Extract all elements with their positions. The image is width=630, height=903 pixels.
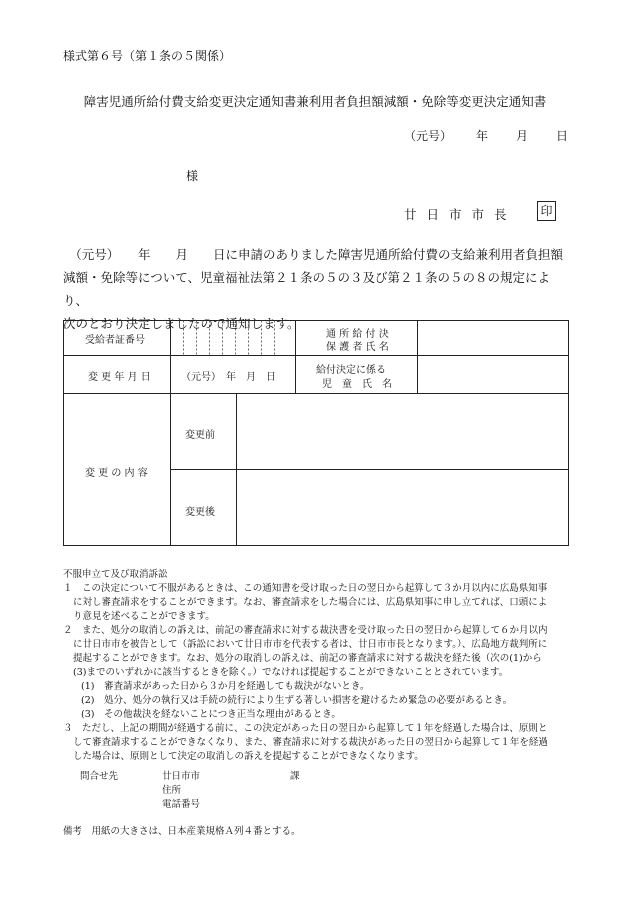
- after-change-label: 変更後: [185, 507, 215, 518]
- contact-city: 廿日市市: [162, 771, 201, 782]
- change-content-label: 変 更 の 内 容: [85, 468, 148, 479]
- notes-line: ３ ただし、上記の期間が経過する前に、この決定があった日の翌日から起算して１年を経過した場合は、原則と: [63, 723, 548, 734]
- notes-heading: 不服申立て及び取消訴訟: [63, 569, 168, 580]
- seal-box: 印: [537, 201, 556, 221]
- before-change-label: 変更前: [185, 430, 215, 441]
- child-label-line2: 児 童 氏 名: [322, 379, 392, 390]
- guardian-label-line2: 保 護 者 氏 名: [326, 342, 389, 353]
- notes-line: １ この決定について不服があるときは、この通知書を受け取った日の翌日から起算して３か月以内に広島県知事: [63, 583, 548, 594]
- contact-label: 問合せ先: [80, 771, 119, 782]
- change-date-value: （元号） 年 月 日: [181, 372, 276, 383]
- date-day: 日: [556, 129, 569, 143]
- notes-lines: [63, 582, 573, 764]
- child-label-line1: 給付決定に係る: [316, 365, 386, 376]
- notes-line: に対し審査請求をすることができます。なお、審査請求をした場合には、広島県知事に申し立てれば、口頭によ: [73, 597, 548, 608]
- notes-line: して審査請求することができなくなり、また、審査請求に対する裁決があった日の翌日から起算して１年を経過: [73, 737, 548, 748]
- contact-address: 住所: [162, 785, 182, 796]
- issuer-title: 廿日市市長: [404, 207, 517, 222]
- intro-line: 次のとおり決定しましたので通知します。: [63, 316, 300, 331]
- notes-line: (1) 審査請求があった日から３か月を経過しても裁決がないとき。: [81, 681, 370, 692]
- notes-line: (3) その他裁決を経ないことにつき正当な理由があるとき。: [81, 709, 341, 720]
- contact-phone: 電話番号: [162, 799, 201, 810]
- notes-line: (3)までのいずれかに該当するときを除く。）でなければ提起することができないこととされています。: [73, 667, 509, 678]
- intro-line: （元号） 年 月 日に申請のありました障害児通所給付費の支給兼利用者負担額: [63, 247, 564, 262]
- notes-line: ２ また、処分の取消しの訴えは、前記の審査請求に対する裁決書を受け取った日の翌日から起算して６か月以内: [63, 625, 548, 636]
- addressee-suffix: 様: [186, 169, 199, 183]
- notes-line: した場合は、原則として決定の取消しの訴えを提起することができなくなります。: [73, 751, 424, 762]
- document-title: 障害児通所給付費支給変更決定通知書兼利用者負担額減額・免除等変更決定通知書: [83, 94, 547, 109]
- date-era: （元号）: [404, 129, 453, 143]
- recipient-number-label: 受給者証番号: [85, 335, 145, 346]
- date-month: 月: [516, 129, 529, 143]
- notes-line: に廿日市市を被告として（訴訟において廿日市市を代表する者は、廿日市市長となります。）、広島地方裁判所に: [73, 639, 548, 650]
- notes-line: り意見を述べることができます。: [73, 611, 215, 622]
- remarks: 備考 用紙の大きさは、日本産業規格Ａ列４番とする。: [63, 826, 301, 837]
- intro-line: 減額・免除等について、児童福祉法第２１条の５の３及び第２１条の５の８の規定により、: [63, 270, 551, 308]
- date-year: 年: [476, 129, 489, 143]
- guardian-label-line1: 通 所 給 付 決: [326, 329, 389, 340]
- notes-line: (2) 処分、処分の執行又は手続の続行により生ずる著しい損害を避けるため緊急の必要があるとき。: [81, 695, 513, 706]
- contact-section: 課: [290, 771, 300, 782]
- appeal-notes: [63, 568, 573, 764]
- form-number: 様式第６号（第１条の５関係）: [63, 49, 232, 63]
- notes-line: 提起することができます。なお、処分の取消しの訴えは、前記の審査請求に対する裁決を経た後（次の(1)から: [73, 653, 542, 664]
- change-date-label: 変 更 年 月 日: [88, 372, 151, 383]
